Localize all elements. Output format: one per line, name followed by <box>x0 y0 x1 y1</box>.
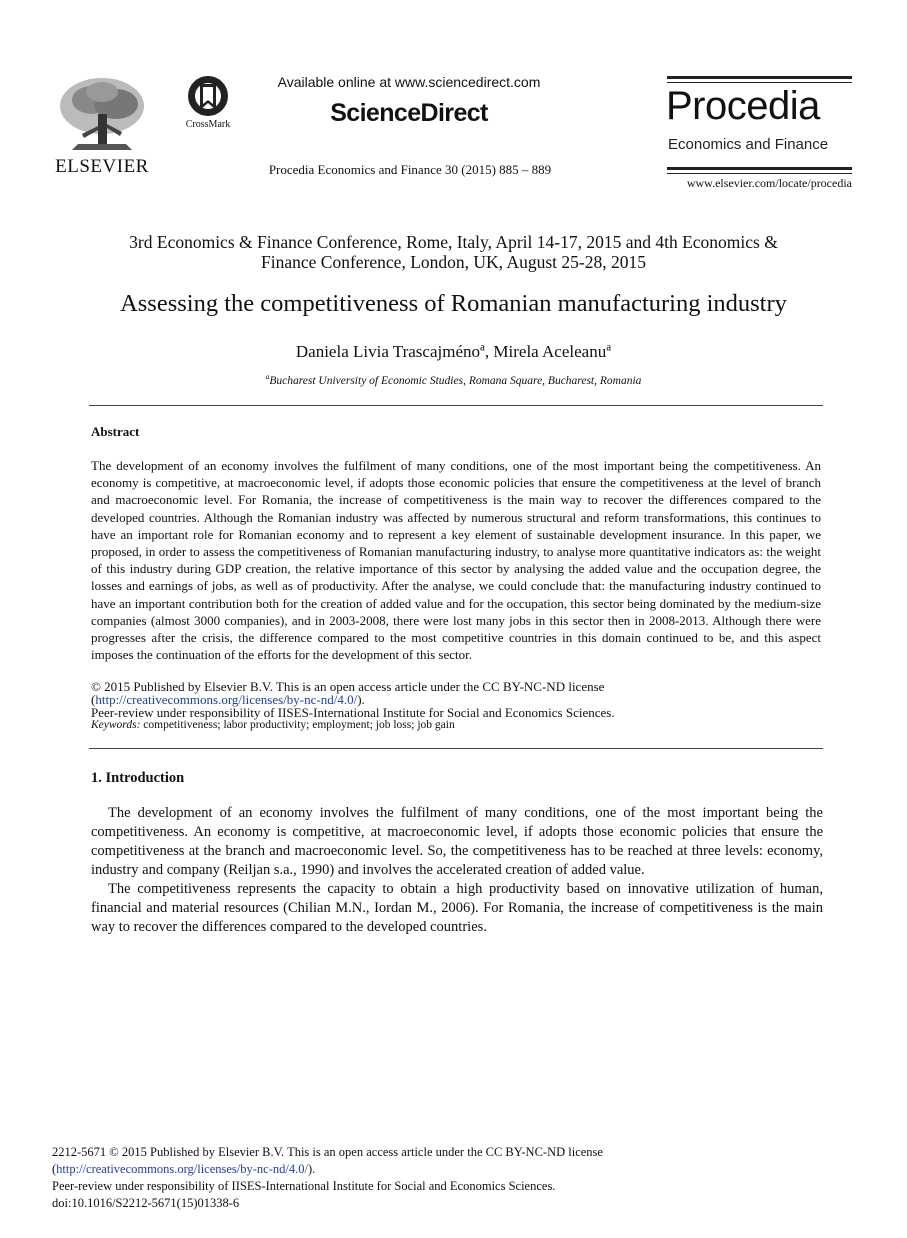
abstract-top-rule <box>89 405 823 406</box>
paper-title: Assessing the competitiveness of Romanian manufacturing industry <box>120 290 787 317</box>
journal-reference: Procedia Economics and Finance 30 (2015) 885 – 889 <box>268 162 552 177</box>
keywords-label: Keywords: <box>91 719 141 731</box>
footer-license-link[interactable]: http://creativecommons.org/licenses/by-nc-nd/4.0/ <box>56 1162 308 1176</box>
conference-line-2: Finance Conference, London, UK, August 25-28, 2015 <box>261 252 646 272</box>
elsevier-wordmark: ELSEVIER <box>55 156 149 177</box>
author-affiliation-mark: a <box>606 341 612 354</box>
paragraph: The development of an economy involves the fulfilment of many conditions, one of the most important being the competitiveness. An economy is competitive, at macroeconomic level, if adopts those economic policies that ensure the competitiveness at the branch and macroeconomic level. So, the competitiveness has to be reached at three levels: economy, industry and company (Reiljan s.a., 1990) and involves the accelerated creation of added value. <box>91 805 823 878</box>
footer-license-paren-open: ( <box>52 1162 57 1176</box>
author-affiliation-mark: a <box>480 341 485 354</box>
abstract-license-block <box>91 680 821 719</box>
keywords-text: competitiveness; labor productivity; employment; job loss; job gain <box>143 719 455 731</box>
available-online-text: Available online at www.sciencedirect.com <box>277 74 541 90</box>
crossmark-label: CrossMark <box>185 119 231 130</box>
footer-doi[interactable]: doi:10.1016/S2212-5671(15)01338-6 <box>52 1196 240 1210</box>
license-paren-close: ). <box>357 692 365 707</box>
paragraph: The competitiveness represents the capacity to obtain a high productivity based on innovative utilization of human, financial and material resources (Chilian M.N., Iordan M., 2006). For Romania, the increase of competitiveness is the main way to recover the differences compared to the developed countries. <box>91 881 823 935</box>
affiliation-text: Bucharest University of Economic Studies, Romana Square, Bucharest, Romania <box>269 375 642 387</box>
keywords-line <box>91 719 821 731</box>
peer-review-line: Peer-review under responsibility of IISES-International Institute for Social and Economics Sciences. <box>91 705 615 720</box>
author-name: Mirela Aceleanu <box>493 342 607 361</box>
license-paren-open: ( <box>91 692 96 707</box>
abstract-heading: Abstract <box>91 424 140 439</box>
footer-license-paren-close: ). <box>307 1162 316 1176</box>
introduction-body <box>91 804 823 937</box>
footer-notice <box>52 1144 772 1212</box>
author-separator: , <box>484 342 494 361</box>
footer-peer-review-line: Peer-review under responsibility of IISES-International Institute for Social and Economics Sciences. <box>52 1179 556 1193</box>
procedia-subtitle: Economics and Finance <box>668 136 829 153</box>
section-heading-introduction: 1. Introduction <box>91 770 185 786</box>
affiliation <box>100 372 807 387</box>
procedia-wordmark: Procedia <box>666 84 820 128</box>
procedia-top-rule-thin <box>667 82 852 83</box>
license-link[interactable]: http://creativecommons.org/licenses/by-nc-nd/4.0/ <box>95 692 358 707</box>
journal-url-link[interactable]: www.elsevier.com/locate/procedia <box>686 176 852 190</box>
copyright-line: © 2015 Published by Elsevier B.V. This is an open access article under the CC BY-NC-ND license <box>91 679 605 694</box>
affiliation-mark: a <box>265 372 270 382</box>
author-list <box>100 342 807 362</box>
abstract-bottom-rule <box>89 748 823 749</box>
footer-issn-line: 2212-5671 © 2015 Published by Elsevier B.V. This is an open access article under the CC BY-NC-ND license <box>52 1145 603 1159</box>
footer-license-line <box>52 1161 772 1178</box>
sciencedirect-wordmark[interactable]: ScienceDirect <box>330 99 488 127</box>
procedia-top-rule <box>667 76 852 79</box>
conference-info <box>70 232 837 272</box>
conference-line-1: 3rd Economics & Finance Conference, Rome, Italy, April 14-17, 2015 and 4th Economics & <box>129 232 778 252</box>
procedia-bottom-rule-thin <box>667 173 852 174</box>
author-name: Daniela Livia Trascajméno <box>295 342 480 361</box>
procedia-bottom-rule <box>667 167 852 170</box>
abstract-text: The development of an economy involves the fulfilment of many conditions, one of the most important being the competitiveness. An economy is competitive, at macroeconomic level, if adopts those economic policies that ensure the competitiveness at the level of branch and macroeconomic level. For Romania, the increase of competitiveness is the main way to recover the differences compared to the developed countries. Although the Romanian industry was affected by numerous structural and reform transformations, this continues to have an important role for Romanian economy and to represent a key element of sustainable development insurance. In this paper, we proposed, in order to assess the competitiveness of Romanian manufacturing industry, to analyse more quantitative indicators as: the weight of this industry during GDP creation, the relative importance of this sector by analysing the added value and the occupation degree, the losses and earnings of jobs, as well as of productivity. After the analyse, we could conclude that: the manufacturing industry continued to have an important contribution both for the creation of added value and for the occupation, this sector being dominated by the medium-size companies (almost 3000 companies), and in 2003-2008, there were lost many jobs in this sector then in 2008-2013. Although there were progresses after the crisis, the difference compared to the most competitive countries in this domain continued to be, and this aspect imposes the continuation of the efforts for the development of this sector. <box>91 458 821 663</box>
